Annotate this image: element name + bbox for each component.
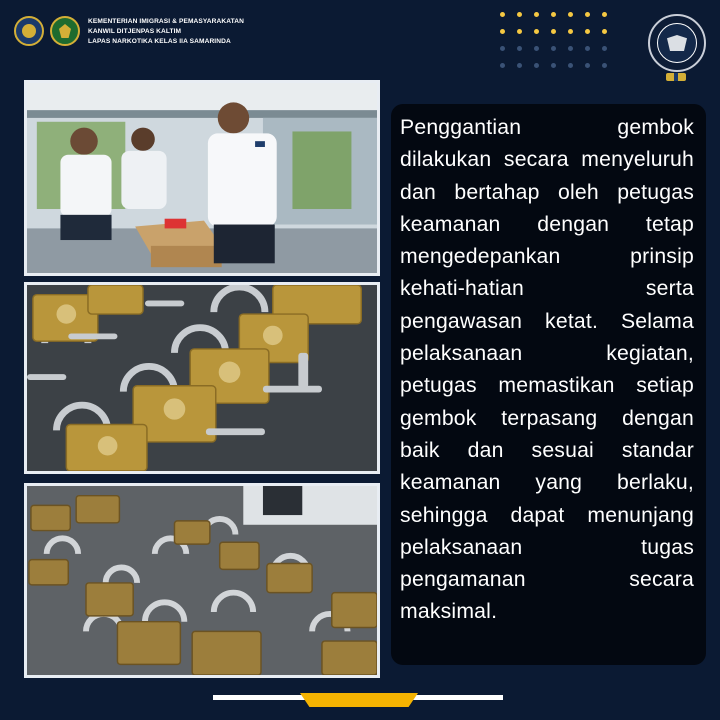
decorative-dot bbox=[551, 12, 556, 17]
ministry-emblem-icon bbox=[14, 16, 44, 46]
decorative-dot bbox=[602, 63, 607, 68]
decorative-dot bbox=[568, 12, 573, 17]
decorative-dot bbox=[517, 29, 522, 34]
decorative-dot bbox=[568, 29, 573, 34]
decorative-dot bbox=[551, 63, 556, 68]
decorative-dot bbox=[517, 46, 522, 51]
decorative-dot bbox=[534, 46, 539, 51]
photo-old-padlocks bbox=[24, 483, 380, 678]
decorative-dot bbox=[602, 29, 607, 34]
header-line-prison: LAPAS NARKOTIKA KELAS IIA SAMARINDA bbox=[88, 37, 231, 45]
decorative-dot bbox=[585, 29, 590, 34]
decorative-dot bbox=[517, 63, 522, 68]
header-line-ministry: KEMENTERIAN IMIGRASI & PEMASYARAKATAN bbox=[88, 17, 244, 25]
institution-name bbox=[88, 17, 244, 46]
decorative-dot bbox=[585, 46, 590, 51]
decorative-dot-grid bbox=[500, 12, 610, 78]
decorative-dot bbox=[517, 12, 522, 17]
bottom-accent-tab bbox=[300, 693, 418, 707]
decorative-dot bbox=[568, 46, 573, 51]
decorative-dot bbox=[534, 12, 539, 17]
badge-ribbon bbox=[666, 73, 686, 81]
decorative-dot bbox=[585, 12, 590, 17]
decorative-dot bbox=[500, 29, 505, 34]
decorative-dot bbox=[551, 46, 556, 51]
decorative-dot bbox=[568, 63, 573, 68]
decorative-dot bbox=[551, 29, 556, 34]
decorative-dot bbox=[500, 63, 505, 68]
photo-new-padlocks bbox=[24, 282, 380, 474]
header bbox=[14, 14, 244, 48]
decorative-dot bbox=[602, 12, 607, 17]
decorative-dot bbox=[534, 29, 539, 34]
decorative-dot bbox=[602, 46, 607, 51]
caption-text: Penggantian gembok dilakukan secara menyeluruh dan bertahap oleh petugas keamanan dengan tetap mengedepankan prinsip kehati-hatian serta pengawasan ketat. Selama pelaksanaan kegiatan, petugas memastikan setiap gembok terpasang dengan baik dan sesuai standar keamanan yang berlaku, sehingga dapat menunjang pelaksanaan tugas pengamanan secara maksimal. bbox=[400, 116, 694, 624]
decorative-dot bbox=[500, 46, 505, 51]
decorative-dot bbox=[534, 63, 539, 68]
garuda-emblem-icon bbox=[50, 16, 80, 46]
header-line-regional-office: KANWIL DITJENPAS KALTIM bbox=[88, 27, 182, 35]
caption-panel bbox=[391, 104, 706, 665]
decorative-dot bbox=[500, 12, 505, 17]
decorative-dot bbox=[585, 63, 590, 68]
integrity-zone-badge-icon bbox=[648, 14, 706, 72]
photo-officers-unpacking bbox=[24, 80, 380, 276]
